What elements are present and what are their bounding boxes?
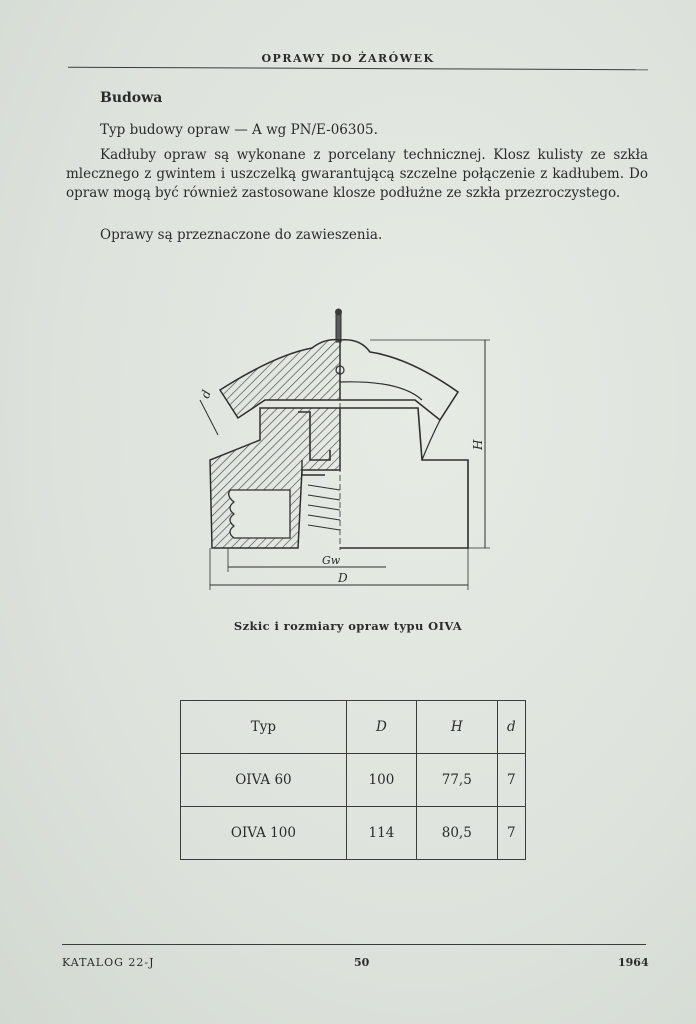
body-shoulder-right (422, 420, 440, 460)
cell-d-small: 7 (497, 807, 525, 860)
footer-year: 1964 (618, 956, 649, 969)
table-row (181, 807, 526, 860)
cell-d-small: 7 (497, 754, 525, 807)
cell-d-outer: 114 (346, 807, 416, 860)
cell-typ: OIVA 60 (181, 754, 347, 807)
paragraph-mounting: Oprawy są przeznaczone do zawieszenia. (100, 227, 383, 243)
footer-rule (62, 944, 646, 945)
suspension-pin (336, 312, 341, 342)
dimensions-table (180, 700, 526, 860)
label-d-small: d (198, 388, 214, 401)
table-header-row (181, 701, 526, 754)
page-number: 50 (354, 956, 370, 969)
body-outline-right (340, 408, 468, 548)
label-gw: Gw (322, 554, 341, 567)
cell-d-outer: 100 (346, 754, 416, 807)
figure-caption: Szkic i rozmiary opraw typu OIVA (233, 619, 463, 633)
section-heading: Budowa (100, 90, 163, 106)
header-d-outer: D (346, 701, 416, 754)
paragraph-housing-description: Kadłuby opraw są wykonane z porcelany technicznej. Klosz kulisty ze szkła mlecznego z gwintem i uszczelką gwarantującą szczelne połączenie z kadłubem. Do opraw mogą być również zastosowane klosze podłużne ze szkła przezroczystego. (66, 147, 648, 201)
header-d-small: d (497, 701, 525, 754)
page-header-title: OPRAWY DO ŻARÓWEK (261, 52, 435, 65)
header-rule (68, 67, 648, 71)
cap-section-left (220, 340, 340, 418)
cap-inner-right (340, 382, 422, 400)
label-h: H (471, 439, 485, 450)
thread-lines (308, 485, 340, 530)
cell-typ: OIVA 100 (181, 807, 347, 860)
table-row (181, 754, 526, 807)
pin-head (335, 309, 342, 316)
label-D: D (338, 571, 348, 585)
cell-h: 80,5 (416, 807, 497, 860)
cell-h: 77,5 (416, 754, 497, 807)
header-typ: Typ (181, 701, 347, 754)
header-h: H (416, 701, 497, 754)
footer-catalog: KATALOG 22-J (62, 956, 155, 969)
socket-thread (229, 490, 290, 538)
dim-d-line (200, 400, 218, 435)
luminaire-sketch (190, 300, 500, 600)
paragraph-construction-type: Typ budowy opraw — A wg PN/E-06305. (100, 122, 378, 138)
